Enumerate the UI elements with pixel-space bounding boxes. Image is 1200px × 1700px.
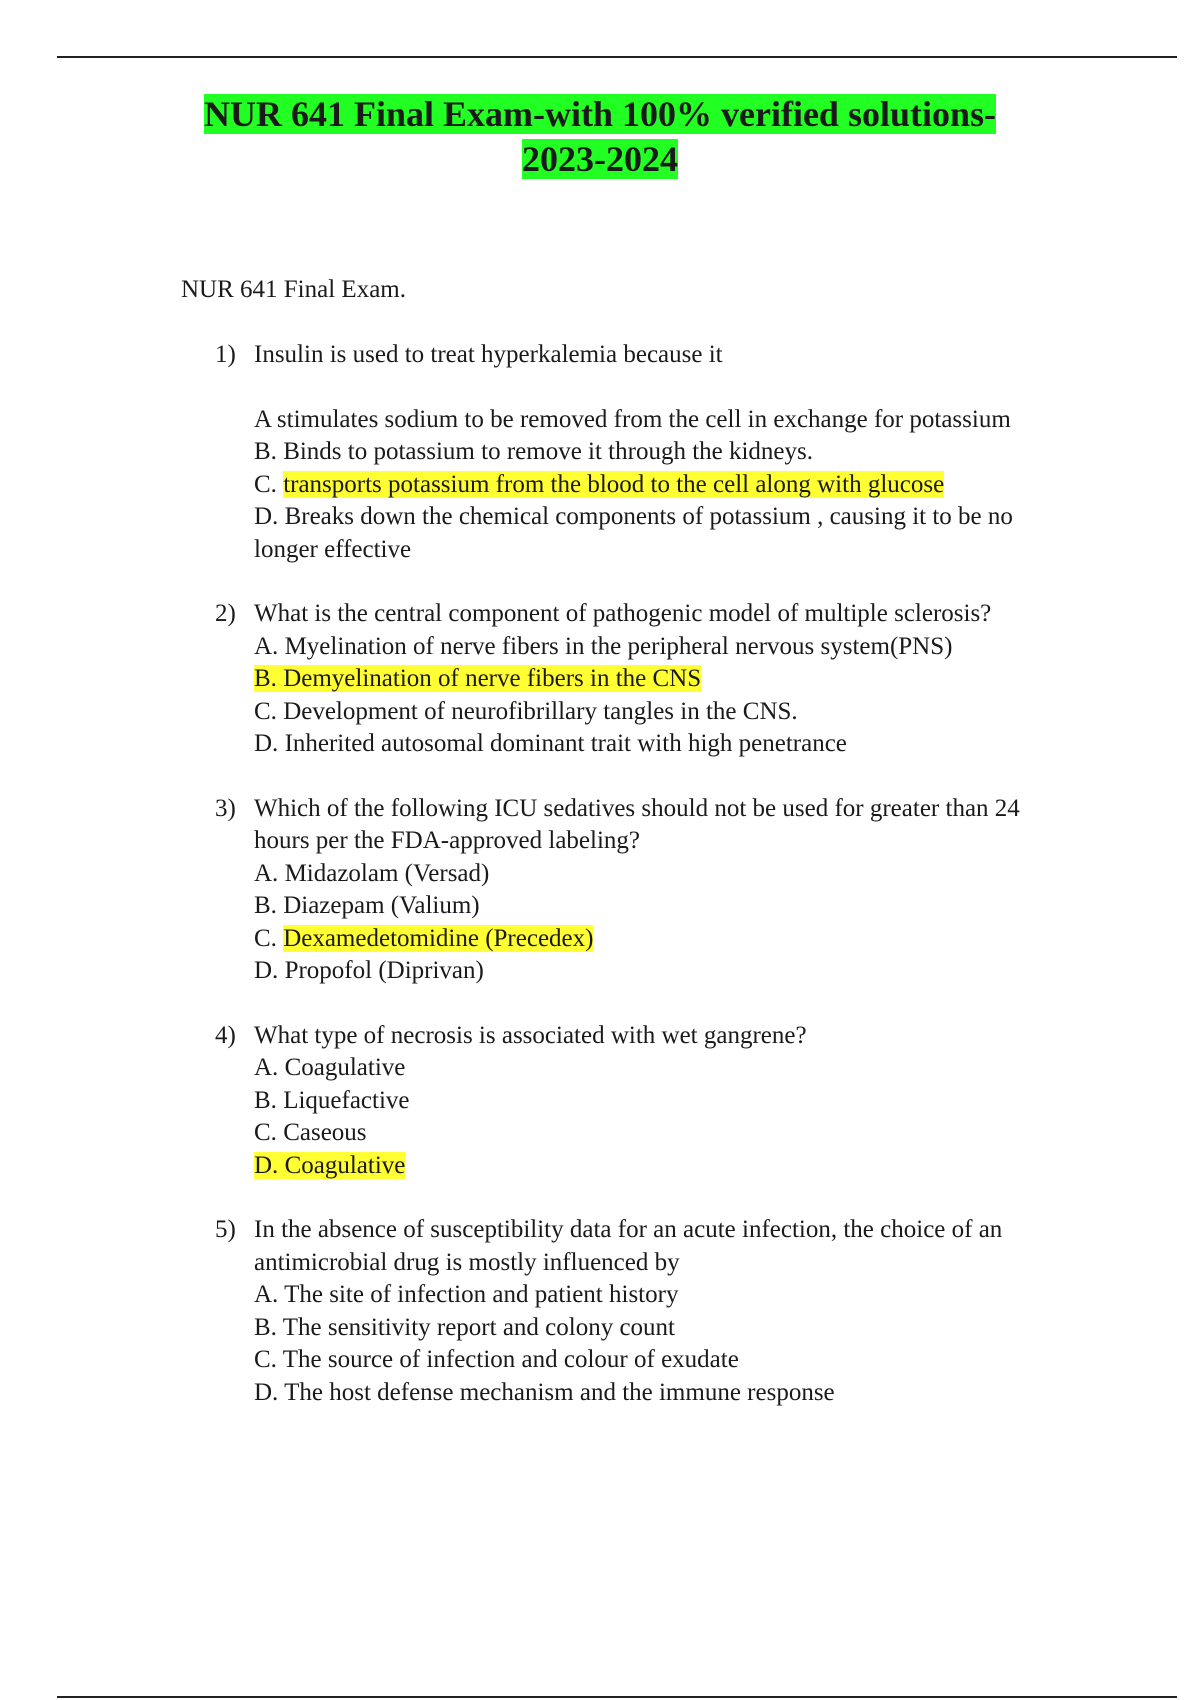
- option-d-correct: [254, 1150, 1075, 1183]
- option-b: B. Liquefactive: [254, 1086, 410, 1114]
- title-line-1: NUR 641 Final Exam-with 100% verified solutions-: [204, 94, 996, 134]
- option-b-correct: [254, 663, 1075, 696]
- option-b: B. The sensitivity report and colony count: [254, 1313, 676, 1341]
- question-stem: In the absence of susceptibility data for an acute infection, the choice of an antimicrobial drug is mostly influenced by: [254, 1216, 1003, 1276]
- question-3: [215, 793, 1075, 988]
- question-number: 4): [215, 1021, 236, 1049]
- question-stem: Insulin is used to treat hyperkalemia because it: [254, 341, 723, 368]
- option-c-correct: C. transports potassium from the blood to the cell along with glucose: [254, 470, 945, 498]
- question-number: 3): [215, 794, 236, 822]
- question-number: 5): [215, 1216, 236, 1243]
- option-d: D. The host defense mechanism and the immune response: [254, 1378, 835, 1406]
- answer-highlight: Dexamedetomidine (Precedex): [283, 924, 594, 952]
- option-d: D. Inherited autosomal dominant trait with high penetrance: [254, 730, 847, 757]
- question-list: [215, 339, 1075, 1441]
- question-number: 2): [215, 600, 236, 627]
- option-a: A. The site of infection and patient history: [254, 1281, 679, 1308]
- option-c: C. Caseous: [254, 1119, 367, 1146]
- option-c: C. Development of neurofibrillary tangles in the CNS.: [254, 697, 798, 725]
- option-b: B. Binds to potassium to remove it through the kidneys.: [254, 438, 814, 465]
- answer-highlight: D. Coagulative: [254, 1151, 406, 1179]
- exam-heading: NUR 641 Final Exam.: [181, 276, 406, 303]
- question-stem: What type of necrosis is associated with wet gangrene?: [254, 1021, 807, 1049]
- question-stem: What is the central component of pathogenic model of multiple sclerosis?: [254, 600, 992, 627]
- document-title: [0, 92, 1200, 182]
- header-rule: [57, 56, 1177, 58]
- option-a: A. Myelination of nerve fibers in the peripheral nervous system(PNS): [254, 632, 953, 660]
- question-number: 1): [215, 341, 236, 368]
- option-a: A. Coagulative: [254, 1054, 406, 1081]
- option-c: C. The source of infection and colour of exudate: [254, 1346, 739, 1373]
- question-1: [215, 339, 1075, 566]
- option-d: D. Propofol (Diprivan): [254, 957, 484, 984]
- option-c-correct: C. Dexamedetomidine (Precedex): [254, 924, 594, 952]
- answer-highlight: transports potassium from the blood to the cell along with glucose: [283, 470, 945, 498]
- question-4: [215, 1020, 1075, 1183]
- question-5: [215, 1214, 1075, 1409]
- option-a: A stimulates sodium to be removed from the cell in exchange for potassium: [254, 405, 1011, 433]
- answer-highlight: B. Demyelination of nerve fibers in the CNS: [254, 665, 702, 692]
- question-stem: Which of the following ICU sedatives should not be used for greater than 24 hours per the FDA-approved labeling?: [254, 794, 1020, 854]
- option-b: B. Diazepam (Valium): [254, 892, 480, 919]
- option-d: D. Breaks down the chemical components of potassium , causing it to be no longer effective: [254, 503, 1013, 563]
- question-2: [215, 598, 1075, 761]
- option-a: A. Midazolam (Versad): [254, 859, 490, 887]
- title-line-2: 2023-2024: [522, 139, 678, 179]
- footer-rule: [57, 1696, 1177, 1698]
